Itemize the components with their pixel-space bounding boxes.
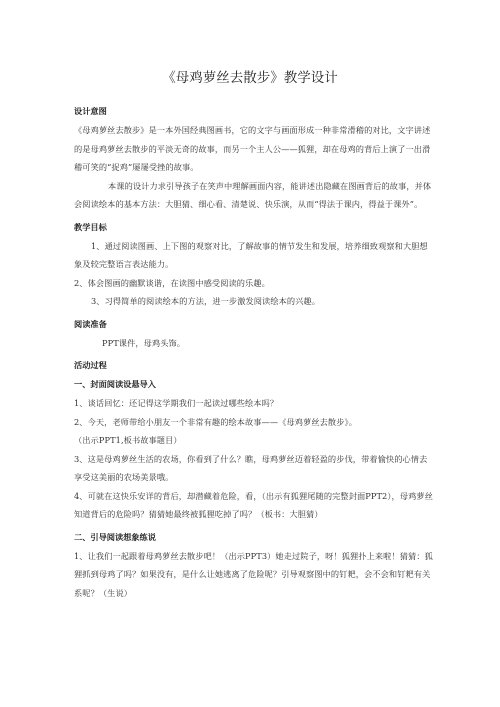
section-heading-goals: 教学目标 [74, 221, 107, 232]
process-step-1: 1、谈话回忆：还记得这学期我们一起读过哪些绘本吗？ [74, 398, 279, 408]
section-heading-design-intent: 设计意图 [74, 106, 107, 116]
subsection-heading-cover-reading: 一、封面阅读设悬导入 [74, 379, 156, 389]
goal-item-1: 1、通过阅读图画、上下图的观察对比，了解故事的情节发生和发展，培养细致观察和大胆想象及较完整语言表达能力。 [74, 240, 428, 269]
process-step-2-note: （出示PPT1,板书故事题目） [74, 435, 182, 445]
process-step-3: 3、这是母鸡萝丝生活的农场，你看到了什么？瞧，母鸡萝丝迈着轻盈的步伐，带着愉快的心情去享受这美丽的农场美景哦。 [74, 453, 428, 482]
section-heading-process: 活动过程 [74, 360, 107, 370]
goal-item-3: 3、习得简单的阅读绘本的方法，进一步激发阅读绘本的兴趣。 [91, 296, 321, 306]
paragraph-design-intent-2: 本课的设计力求引导孩子在笑声中理解画面内容，能讲述出隐藏在图画背后的故事，并体会阅读绘本的基本方法：大胆猜、细心看、清楚说、快乐演，从而“得法于课内，得益于课外”。 [74, 180, 432, 209]
paragraph-design-intent-1: 《母鸡萝丝去散步》是一本外国经典图画书，它的文字与画面形成一种非常滑稽的对比，文字讲述的是母鸡萝丝去散步的平淡无奇的故事，而另一个主人公——狐狸，却在母鸡的背后上演了一出滑稽可笑的“捉鸡”屡屡受挫的故事。 [74, 125, 431, 172]
process-part2-step-1: 1、让我们一起跟着母鸡萝丝去散步吧！（出示PPT3）她走过院子，呀！狐狸扑上来啦！猜猜：狐狸抓到母鸡了吗？如果没有，是什么让她逃离了危险呢？引导观察图中的钉耙，会不会和钉耙有关系呢？（生说） [74, 550, 433, 598]
process-step-2: 2、今天，老师带给小朋友一个非常有趣的绘本故事——《母鸡萝丝去散步》。 [74, 416, 357, 427]
document-body [74, 98, 434, 602]
paragraph-prep: PPT课件，母鸡头饰。 [102, 337, 186, 348]
subsection-heading-guided-reading: 二、引导阅读想象练说 [74, 531, 156, 542]
process-step-4: 4、可就在这快乐安详的背后，却潜藏着危险，看，（出示有狐狸尾随的完整封面PPT2），母鸡萝丝知道背后的危险吗？猜猜她最终被狐狸吃掉了吗？（板书：大胆猜） [74, 490, 433, 519]
section-heading-prep: 阅读准备 [74, 318, 107, 329]
goal-item-2: 2、体会图画的幽默谈谐，在读图中感受阅读的乐趣。 [74, 277, 270, 288]
document-title: 《母鸡萝丝去散步》教学设计 [162, 70, 338, 86]
